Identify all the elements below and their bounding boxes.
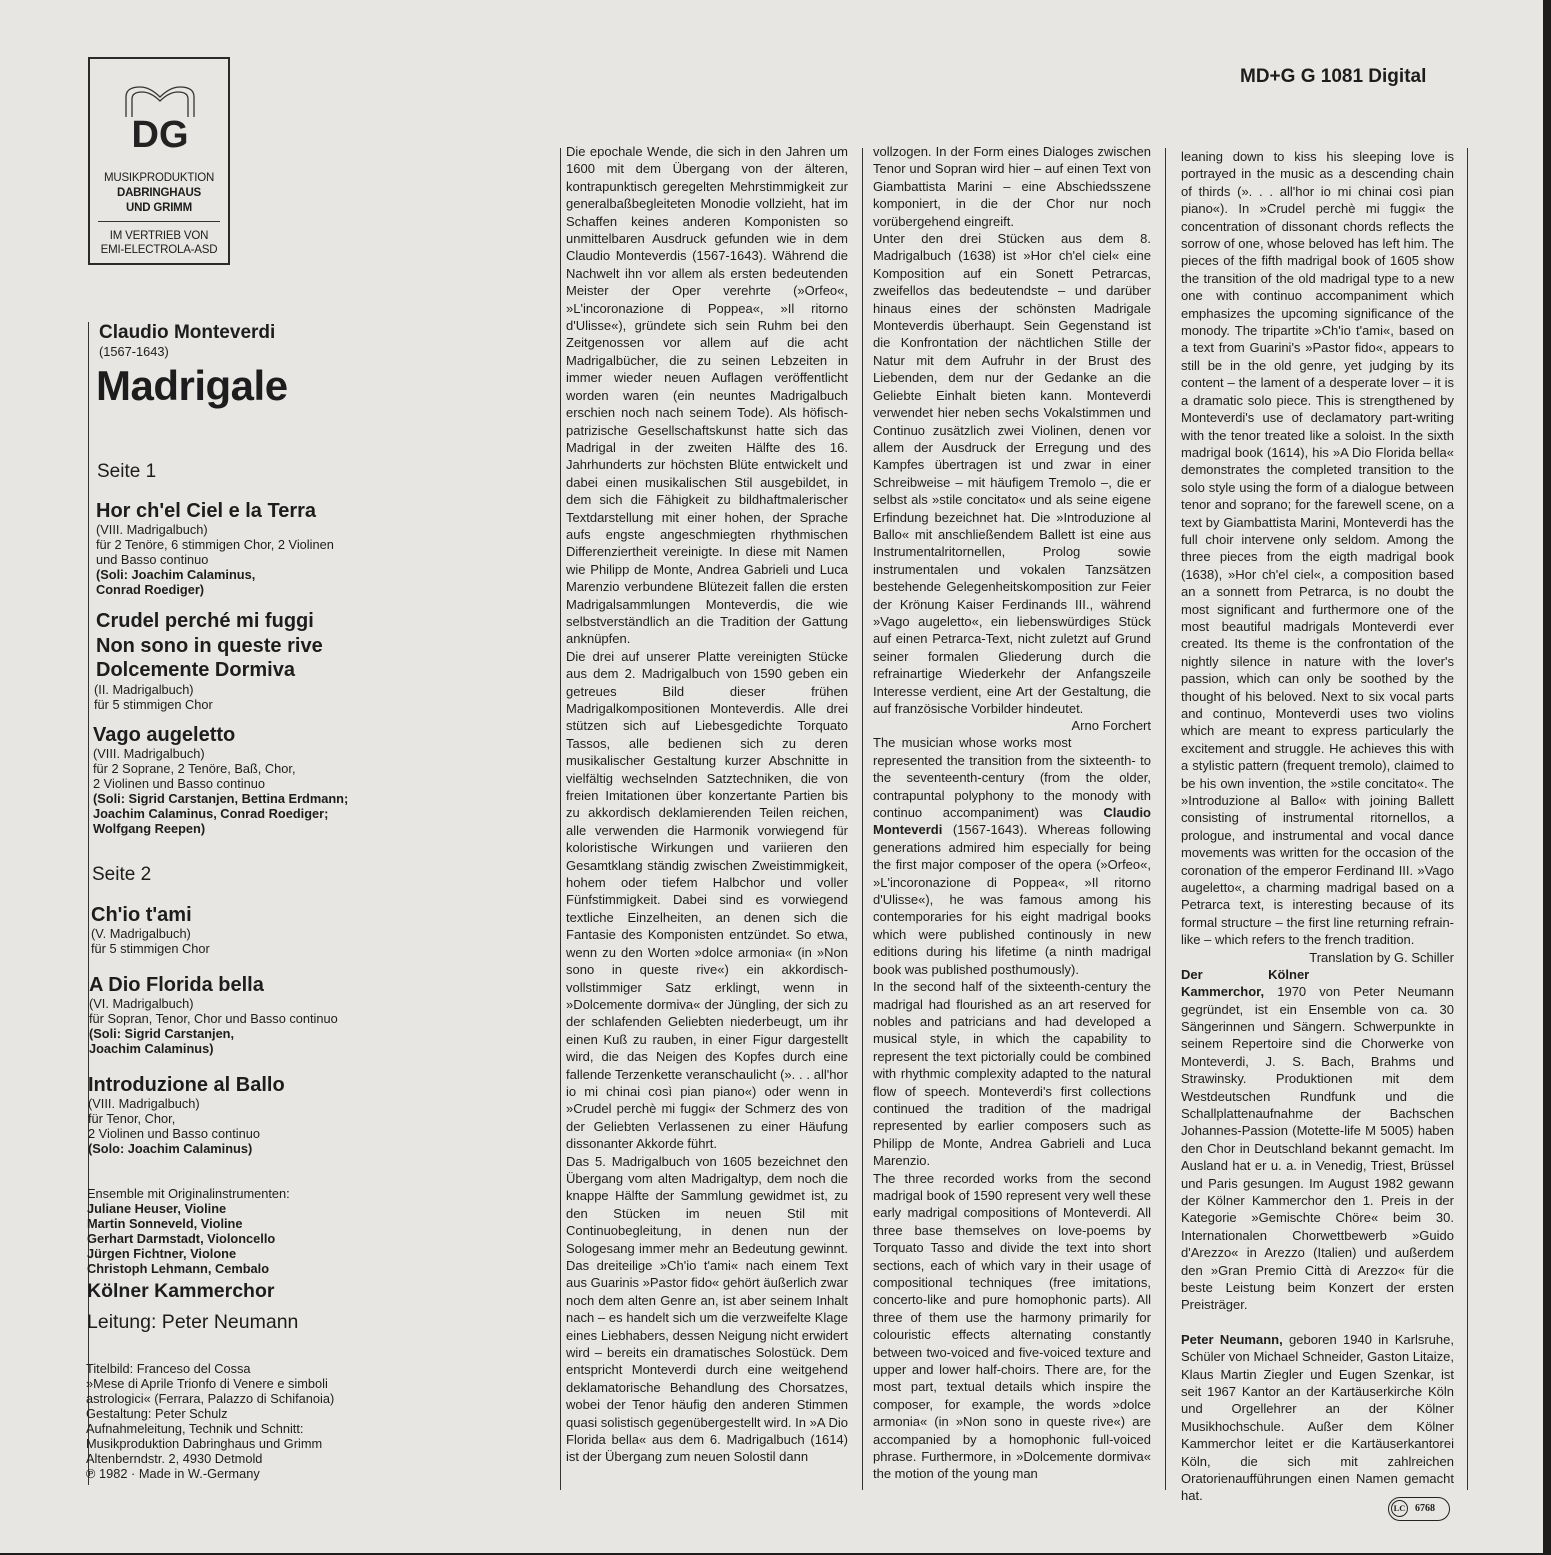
notes-paragraph (1181, 148, 1454, 965)
label-code-badge (1388, 1497, 1450, 1521)
work-detail: für 2 Tenöre, 6 stimmigen Chor, 2 Violinen (96, 537, 334, 552)
credit-line: Titelbild: Franceso del Cossa (86, 1361, 251, 1376)
ensemble-member: Martin Sonneveld, Violine (87, 1216, 243, 1231)
catalog-number: MD+G G 1081 Digital (1240, 66, 1427, 87)
logo-line-2: DABRINGHAUS (116, 187, 202, 199)
side-1-label: Seite 1 (97, 461, 157, 482)
work-title: Hor ch'el Ciel e la Terra (96, 500, 317, 522)
notes-text: The musician whose works most represented the transition from the sixteenth- to the seventeenth-century (from the older, contrapuntal polyphony to the monody with continuo accompaniment) was (873, 735, 1151, 821)
work-detail: für 5 stimmigen Chor (91, 941, 210, 956)
logo-line-1: MUSIKPRODUKTION (103, 172, 215, 184)
work-title: Non sono in queste rive (96, 635, 323, 657)
choir-bio (1181, 966, 1454, 1314)
ensemble-member: Christoph Lehmann, Cembalo (87, 1261, 270, 1276)
work-title: A Dio Florida bella (89, 974, 264, 996)
notes-text: (1567-1643). Whereas following generations admired him especially for being the first major composer of the opera (»Orfeo«, »L'incoronazione di Poppea«, »Il ritorno d'Ulisse«), he was famous among his contemporaries for his eight madrigal books which were published continously in new editions during his lifetime (a ninth madrigal book was published posthumously). (873, 822, 1151, 977)
work-detail: für 2 Soprane, 2 Tenöre, Baß, Chor, (93, 761, 296, 776)
work-title: Crudel perché mi fuggi (96, 610, 314, 632)
notes-column-4 (1181, 148, 1454, 1505)
conductor-bio-text: geboren 1940 in Karlsruhe, Schüler von Michael Schneider, Gaston Litaize, Klaus Martin Ziegler und Eugen Szenkar, ist seit 1967 Kantor an der Kartäuserkirche Köln und Orgellehrer an der Kölner Musikhochschule. Außer dem Kölner Kammerchor leitet er die Kartäuserkantorei Köln, die sich mit zahlreichen Oratorienaufführungen einen Namen gemacht hat. (1181, 1331, 1454, 1504)
column-rule (560, 148, 561, 1490)
work-soloists: Conrad Roediger) (96, 582, 205, 597)
work-title: Dolcemente Dormiva (96, 659, 295, 681)
credit-line: Gestaltung: Peter Schulz (86, 1406, 228, 1421)
choir-name: Kölner Kammerchor (87, 1280, 275, 1302)
conductor-bio (1181, 1331, 1454, 1505)
notes-text: Unter den drei Stücken aus dem 8. Madrigalbuch (1638) ist »Hor ch'el ciel« eine Komposition auf ein Sonett Petrarcas, zweifellos das bedeutendste – und darüber hinaus eines der schönsten Madrigale Monteverdis überhaupt. Sein Gegenstand ist die Konfrontation der nächtlichen Stille der Natur mit dem Aufruhr in der Brust des Liebenden, dem nur der Gedanke an die Geliebte Einhalt bieten kann. Monteverdi verwendet hier neben sechs Vokalstimmen und Continuo zusätzlich zwei Violinen, denen vor allem der Ausdruck der Erregung und des Kampfes übertragen ist und zwar in einer Schreibweise – mit häufigem Tremolo –, die er selbst als »stile concitato« und als seine eigene Erfindung bezeichnet hat. Die »Introduzione al Ballo« mit anschließendem Ballett ist eine aus Instrumentalritornellen, Prolog sowie instrumentalen und vokalen Tanzsätzen bestehende Gelegenheitskomposition zur Feier der Krönung Kaiser Ferdinands III., während »Vago augeletto«, ein liebenswürdiges Stück auf einen Petrarca-Text, nicht zuletzt auf Grund seiner formalen Gliederung durch die refrainartige Wiederkehr der Anfangszeile Interesse verdient, eine Art der Gestaltung, die auf französische Vorbilder hindeutet. (873, 231, 1151, 716)
ensemble-member: Gerhart Darmstadt, Violoncello (87, 1231, 276, 1246)
notes-bold-name: Claudio Monteverdi (873, 805, 1151, 838)
conductor-bio-name: Peter Neumann, (1181, 1331, 1283, 1347)
composer-dates: (1567-1643) (99, 344, 169, 359)
credit-line: Altenberndstr. 2, 4930 Detmold (86, 1451, 263, 1466)
work-detail: für Sopran, Tenor, Chor und Basso continuo (89, 1011, 338, 1026)
notes-paragraph: vollzogen. In der Form eines Dialoges zwischen Tenor und Sopran wird hier – auf einen Text von Giambattista Marini – eine Abschiedsszene komponiert, in die der Chor nur noch vorübergehend eingreift. (873, 144, 1151, 229)
notes-text: leaning down to kiss his sleeping love is portrayed in the music as a descending chain of thirds (». . . all'hor io mi chinai così pian piano«). In »Crudel perchè mi fuggi« the concentration of dissonant chords reflects the sorrow of one, whose beloved has left him. The pieces of the fifth madrigal book of 1605 show the transition of the old madrigal type to a new one with continuo accompaniment which emphasizes the upcoming significance of the monody. The tripartite »Ch'io t'ami«, based on a text from Guarini's »Pastor fido«, appears to still be in the old genre, yet judging by its content – the lament of a desperate lover – it is a dramatic solo piece. This is strengthened by Monteverdi's use of declamatory part-writing with the tenor treated like a soloist. In the sixth madrigal book (1614), his »A Dio Florida bella« demonstrates the completed transition to the solo style using the form of a dialogue between tenor and soprano; for the farewell scene, on a text by Giambattista Marini, Monteverdi has the full choir intervene only seldom. Among the three pieces from the eigth madrigal book (1638), »Hor ch'el ciel«, a composition based an a sonnett from Petrarca, is no doubt the most significant and furthermore one of the most beautiful madrigals Monteverdi ever created. Its theme is the confrontation of the nightly silence in nature with the lover's passion, which can only be soothed by the thought of his beloved. Next to six vocal parts and continuo, Monteverdi uses two violins which are meant to express particularly the excitement and struggle. He achieves this with a stylistic pattern (frequent tremolo), claimed to be his own invention, the »stile concitato«. The »Introduzione al Ballo« with joining Ballett consisting of instrumental ritornellos, a prologue, and instrumental and vocal dance movements was written for the occasion of the coronation of the emperor Ferdinand III. »Vago augeletto«, a charming madrigal based on a Petrarca text, is interesting because of its formal structure – the first line returning refrain-like – which refers to the french tradition. (1181, 149, 1454, 948)
work-soloists: Wolfgang Reepen) (93, 821, 206, 836)
column-rule (1467, 148, 1468, 1490)
work-soloists: Joachim Calaminus, Conrad Roediger; (93, 806, 329, 821)
conductor: Leitung: Peter Neumann (87, 1311, 299, 1333)
work-detail: (II. Madrigalbuch) (94, 682, 194, 697)
logo-line-4: IM VERTRIEB VON (109, 230, 209, 242)
notes-paragraph: Das 5. Madrigalbuch von 1605 bezeichnet den Übergang vom alten Madrigaltyp, dem noch die knappe Hälfte der Sammlung gewidmet ist, zu den Stücken im neuen Stil mit Continuobegleitung, in denen nun der Sologesang immer mehr an Bedeutung gewinnt. Das dreiteilige »Ch'io t'ami« nach einem Text aus Guarinis »Pastor fido« gehört äußerlich zwar noch dem alten Genre an, ist aber seinem Inhalt nach – es handelt sich um die verzweifelte Klage eines Liebhabers, dessen Neigung nicht erwidert wird – bereits ein dramatisches Solostück. Dem entspricht Monteverdi durch eine weitgehend deklamatorische Behandlung des Chorsatzes, wobei der Tenor häufig den anderen Stimmen quasi solistisch gegenübergestellt wird. In »A Dio Florida bella« aus dem 6. Madrigalbuch (1614) ist der Übergang zum neuen Solostil dann (566, 1153, 848, 1465)
notes-paragraph-english (873, 734, 1151, 978)
composer-name: Claudio Monteverdi (99, 322, 276, 343)
notes-paragraph-english: The three recorded works from the second madrigal book of 1590 represent very well these early madrigal compositions of Monteverdi. All three base themselves on love-poems by Torquato Tasso and divide the text into short sections, each of which vary in their usage of compositional techniques (free imitations, concerto-like and pure homophonic parts). All three of them use the harmony primarily for colouristic effects alternating constantly between two-voiced and five-voiced texture and upper and lower half-choirs. There are, for the most part, textual details which inspire the composer, for example, the words »dolce armonia« (in »Non sono in queste rive«) are accompanied by a homophonic full-voiced phrase. Furthermore, in »Dolcemente dormiva« the motion of the young man (873, 1170, 1151, 1482)
ensemble-heading: Ensemble mit Originalinstrumenten: (87, 1186, 290, 1201)
credit-line: »Mese di Aprile Trionfo di Venere e simboli (86, 1376, 328, 1391)
work-detail: (V. Madrigalbuch) (91, 926, 191, 941)
label-logo (88, 57, 230, 265)
lc-circle: LC (1391, 1500, 1408, 1517)
column-rule (1165, 148, 1166, 1490)
logo-divider (98, 221, 220, 222)
notes-paragraph (873, 230, 1151, 734)
notes-paragraph: Die drei auf unserer Platte vereinigten Stücke aus dem 2. Madrigalbuch von 1590 geben ein getreues Bild dieser frühen Madrigalkompositionen Monteverdis. Alle drei stützen sich auf Liebesgedichte Torquato Tassos, alle bedienen sich zu deren musikalischer Gestaltung kurzer Abschnitte in vielfältig wechselnden Satztechniken, die von freien Imitationen über konzertante Partien bis zu akkordisch deklamierenden Teilen reichen, alle verwenden die Harmonik vorwiegend für koloristische Wirkungen und variieren den Gesamtklang ständig zwischen Zweistimmigkeit, hohem oder tiefem Halbchor und voller Fünfstimmigkeit. Dabei sind es vorwiegend textliche Einzelheiten, an denen sich die Fantasie des Komponisten entzündet. So etwa, wenn zu den Worten »dolce armonia« (in »Non sono in queste rive«) ein akkordisch-vollstimmiger Satz erklingt, wenn in »Dolcemente dormiva« der Jüngling, der sich zu der schlafenden Geliebten niederbeugt, um ihr einen Kuß zu rauben, in einer Figur dargestellt wird, die das Neigen des Kopfes durch eine fallende Terzenkette veranschaulicht (». . . all'hor io mi chinai così pian piano«) oder wenn in »Crudel perchè mi fuggi« der Schmerz des von der Geliebten Verlassenen zu einer Häufung dissonanter Akkorde führt. (566, 648, 848, 1152)
work-detail: (VIII. Madrigalbuch) (88, 1096, 200, 1111)
credit-line: astrologici« (Ferrara, Palazzo di Schifanoia) (86, 1391, 335, 1406)
logo-line-3: UND GRIMM (126, 202, 192, 214)
work-detail: für 5 stimmigen Chor (94, 697, 213, 712)
work-detail: und Basso continuo (96, 552, 209, 567)
work-soloists: Joachim Calaminus) (89, 1041, 214, 1056)
work-detail: (VIII. Madrigalbuch) (93, 746, 205, 761)
notes-column-3 (873, 143, 1151, 1483)
logo-monogram-text: DG (131, 114, 189, 153)
dg-monogram-icon (120, 83, 200, 153)
ensemble-member: Jürgen Fichtner, Violone (87, 1246, 237, 1261)
ensemble-member: Juliane Heuser, Violine (87, 1201, 227, 1216)
logo-line-5: EMI-ELECTROLA-ASD (100, 244, 218, 256)
translation-credit: Translation by G. Schiller (1309, 949, 1454, 965)
credit-line: ℗ 1982 · Made in W.-Germany (86, 1466, 260, 1481)
author-signature: Arno Forchert (1071, 718, 1151, 734)
column-rule (862, 148, 863, 1490)
notes-paragraph-english: In the second half of the sixteenth-century the madrigal had flourished as an art reserved for nobles and patricians and had developed a musical style, in which the capability to represent the text pictorially could be combined with rhythmic complexity adapted to the natural flow of speech. Monteverdi's first collections continued the tradition of the madrigal represented by earlier composers such as Philipp de Monte, Andrea Gabrieli and Luca Marenzio. (873, 979, 1151, 1169)
credit-line: Musikproduktion Dabringhaus und Grimm (86, 1436, 323, 1451)
work-title: Ch'io t'ami (91, 904, 192, 926)
work-title: Introduzione al Ballo (88, 1074, 285, 1096)
work-soloists: (Solo: Joachim Calaminus) (88, 1141, 253, 1156)
work-detail: (VI. Madrigalbuch) (89, 996, 194, 1011)
work-soloists: (Soli: Sigrid Carstanjen, Bettina Erdmann; (93, 791, 349, 806)
credit-line: Aufnahmeleitung, Technik und Schnitt: (86, 1421, 304, 1436)
choir-bio-name: Der Kölner Kammerchor, (1181, 966, 1310, 1000)
side-2-label: Seite 2 (92, 864, 152, 885)
lc-number: 6768 (1415, 1503, 1435, 1514)
notes-column-german-1 (566, 143, 848, 1466)
choir-bio-text: 1970 von Peter Neumann gegründet, ist ein Ensemble von ca. 30 Sängerinnen und Sängern. Schwerpunkte in seinem Repertoire sind die Chorwerke von Monteverdi, J. S. Bach, Brahms und Strawinsky. Produktionen mit dem Westdeutschen Rundfunk und die Schallplattenaufnahme der Bachschen Johannes-Passion (Motette-life M 5005) haben den Chor in Deutschland bekannt gemacht. Im Ausland hat er u. a. in Venedig, Triest, Brüssel und Paris gesungen. Im August 1982 gewann der Kölner Kammerchor den 1. Preis in der Kategorie »Gemischte Chöre« beim 30. Internationalen Chorwettbewerb »Guido d'Arezzo« in Arezzo (Italien) und außerdem den »Gran Premio Città di Arezzo« für die beste Leistung beim Konzert der ersten Preisträger. (1181, 984, 1454, 1313)
notes-paragraph: Die epochale Wende, die sich in den Jahren um 1600 mit dem Übergang von der älteren, kontrapunktisch geregelten Mehrstimmigkeit zur generalbaßbegleiteten Monodie vollzieht, hat im Schaffen keines anderen Komponisten so unmittelbaren Ausdruck gefunden wie in dem Claudio Monteverdis (1567-1643). Während die Nachwelt ihn vor allem als ersten bedeutenden Meister der Oper verehrte (»Orfeo«, »L'incoronazione di Poppea«, »Il ritorno d'Ulisse«), gründete sich sein Ruhm bei den Zeitgenossen vor allem auf die acht Madrigalbücher, die zu seinen Lebzeiten in immer wieder neuen Auflagen veröffentlicht worden waren (ein neuntes Madrigalbuch erschien noch nach seinem Tode). Als höfisch-patrizische Gesellschaftskunst hatte sich das Madrigal in der zweiten Hälfte des 16. Jahrhunderts zur höchsten Blüte entwickelt und dabei einen musikalischen Stil ausgebildet, in dem sich die Fähigkeit zu bildhaftmalerischer Textdarstellung mit einer hohen, der Sprache aufs engste angeschmiegten rhythmischen Differenziertheit vereinigte. In diese mit Namen wie Philipp de Monte, Andrea Gabrieli und Luca Marenzio verbundene Blütezeit fallen die ersten Madrigalsammlungen Monteverdis, die wie selbstverständlich an die Tradition der Gattung anknüpfen. (566, 144, 848, 647)
work-detail: 2 Violinen und Basso continuo (88, 1126, 260, 1141)
work-detail: 2 Violinen und Basso continuo (93, 776, 265, 791)
work-soloists: (Soli: Sigrid Carstanjen, (89, 1026, 235, 1041)
work-title: Vago augeletto (93, 724, 236, 746)
work-detail: (VIII. Madrigalbuch) (96, 522, 208, 537)
work-detail: für Tenor, Chor, (88, 1111, 176, 1126)
work-soloists: (Soli: Joachim Calaminus, (96, 567, 256, 582)
album-title: Madrigale (96, 362, 288, 409)
